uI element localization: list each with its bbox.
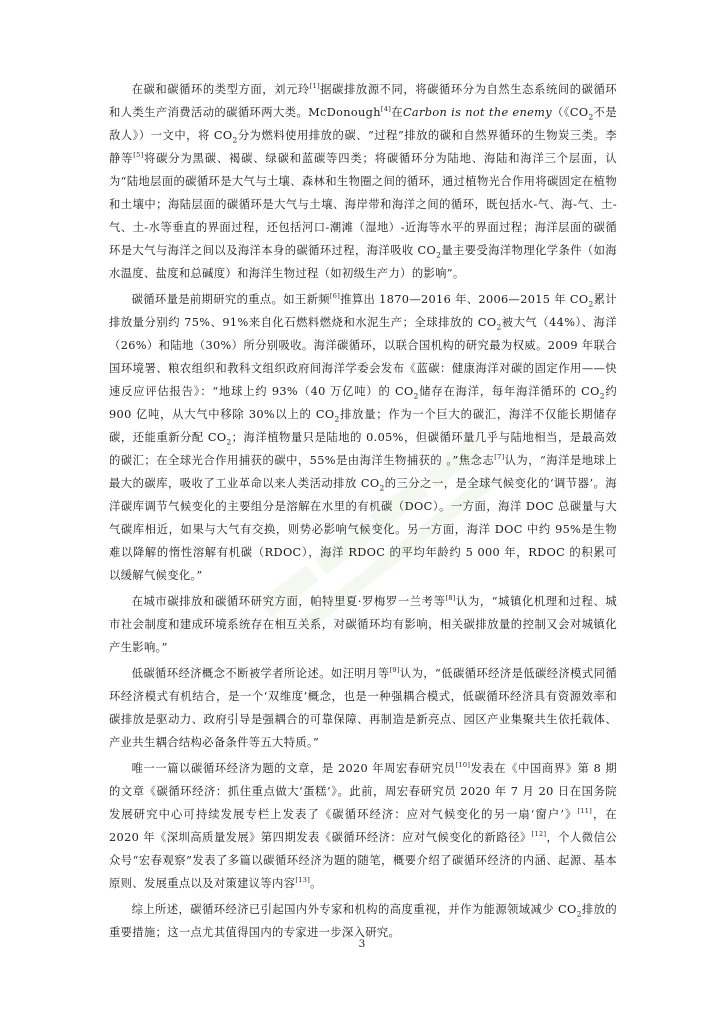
paragraph [109, 288, 617, 587]
text-span: ，在 2020 年《深圳高质量发展》第四期发表《碳循环经济：应对气候变化的新路径》 [109, 808, 617, 844]
text-span: 推算出 1870—2016 年、2006—2015 年 CO [340, 293, 589, 306]
subscript: 2 [599, 391, 605, 401]
text-span: （《CO [551, 106, 589, 119]
citation-ref: [13] [295, 876, 311, 885]
citation-ref: [6] [329, 292, 341, 301]
page-number: 3 [358, 938, 366, 950]
citation-ref: [8] [445, 594, 456, 603]
subscript: 2 [588, 299, 594, 309]
body-text [109, 78, 617, 947]
text-span: 在碳和碳循环的类型方面，刘元玲 [131, 83, 310, 96]
subscript: 2 [334, 414, 340, 424]
citation-ref: [4] [380, 105, 392, 114]
subscript: 2 [496, 322, 502, 332]
citation-ref: [5] [133, 151, 144, 160]
subscript: 2 [588, 112, 594, 122]
subscript: 2 [379, 483, 385, 493]
paragraph [109, 757, 617, 895]
paragraph [109, 662, 617, 754]
text-span: 排放的重要措施；这一点尤其值得国内的专家进一步深入研究。 [109, 903, 617, 939]
citation-ref: [10] [455, 761, 471, 770]
subscript: 2 [413, 391, 419, 401]
citation-ref: [12] [531, 830, 547, 839]
text-span: 低碳循环经济概念不断被学者所论述。如汪明月等 [131, 667, 390, 680]
subscript: 2 [226, 437, 232, 447]
text-span: 排放量；作为一个巨大的碳汇，海洋不仅能长期储存碳，还能重新分配 CO [109, 408, 617, 444]
paragraph [109, 78, 617, 285]
text-span: 不是敌人》）一文中，将 CO [109, 106, 617, 142]
paragraph [109, 590, 617, 659]
text-span: 约 900 亿吨，从大气中移除 30%以上的 CO [109, 385, 617, 421]
subscript: 2 [576, 909, 582, 919]
text-span: 储存在海洋，每年海洋循环的 CO [418, 385, 600, 398]
citation-ref: [7] [494, 453, 505, 462]
subscript: 2 [232, 135, 238, 145]
citation-ref: [11] [577, 807, 593, 816]
text-span: 认为，“低碳循环经济是低碳经济模式同循环经济模式有机结合，是一个‘双维度’概念，也是一种强耦合模式，低碳循环经济具有资源效率和碳排放是驱动力、政府引导是强耦合的可靠保障、再制造是新亮点、园区产业集聚共生依托载体、产业共生耦合结构必备条件等五大特质。” [109, 667, 618, 749]
text-span: 被大气（44%）、海洋（26%）和陆地（30%）所分别吸收。海洋碳循环，以联合国机构的研究最为权威。2009 年联合国环境署、粮农组织和教科文组织政府间海洋学委会发布《蓝碳：健康海洋对碳的固定作用——快速反应评估报告》：“地球上约 93%（40 万亿吨）的 CO [109, 316, 617, 398]
text-span: 唯一一篇以碳循环经济为题的文章，是 2020 年周宏春研究员 [131, 762, 456, 775]
text-span: 将碳分为黑碳、褐碳、绿碳和蓝碳等四类；将碳循环分为陆地、海陆和海洋三个层面，认为“陆地层面的碳循环是大气与土壤、森林和生物圈之间的循环，通过植物光合作用将碳固定在植物和土壤中；海陆层面的碳循环是大气与土壤、海岸带和海洋之间的循环，既包括水-气、海-气、土-气、土-水等垂直的界面过程，还包括河口-潮滩（湿地）-近海等水平的界面过程；海洋层面的碳循环是大气与海洋之间以及海洋本身的碳循环过程，海洋吸收 CO [109, 152, 617, 257]
text-span: 据碳排放源不同，将碳循环分为自然生态系统间的碳循环和人类生产消费活动的碳循环两大类。McDonough [109, 83, 617, 119]
citation-ref: [1] [309, 82, 321, 91]
text-span: 认为，“城镇化机理和过程、城市社会制度和建成环境系统存在相互关系，对碳循环均有影响，相关碳排放量的控制又会对城镇化产生影响。” [109, 595, 617, 654]
text-span: 。 [310, 877, 322, 890]
subscript: 2 [436, 250, 442, 260]
text-span: 发表在《中国商界》第 8 期的文章《碳循环经济：抓住重点做大‘蛋糕’》。此前，周宏春研究员 2020 年 7 月 20 日在国务院发展研究中心可持续发展专栏上发表了《碳循环经济：应对气候变化的另一扇‘窗户’》 [109, 762, 617, 821]
italic-title: Carbon is not the enemy [402, 106, 552, 119]
citation-ref: [9] [389, 666, 400, 675]
text-span: 碳循环量是前期研究的重点。如王新频 [131, 293, 330, 306]
text-span: 量主要受海洋物理化学条件（如海水温度、盐度和总碱度）和海洋生物过程（如初级生产力）的影响”。 [109, 244, 617, 280]
text-span: 分为燃料使用排放的碳、“过程”排放的碳和自然界循环的生物炭三类。李静等 [109, 129, 617, 165]
text-span: 的三分之一，是全球气候变化的‘调节器’。海洋碳库调节气候变化的主要组分是溶解在水里的有机碳（DOC）。一方面，海洋 DOC 总碳量与大气碳库相近，如果与大气有交换，则势必影响气候变化。另一方面，海洋 DOC 中约 95%是生物难以降解的惰性溶解有机碳（RDOC），海洋 RDOC 的平均年龄约 5 000 年，RDOC 的积累可以缓解气候变化。” [109, 477, 617, 582]
text-span: ，个人微信公众号“宏春观察”发表了多篇以碳循环经济为题的随笔，概要介绍了碳循环经济的内涵、起源、基本原则、发展重点以及对策建议等内容 [109, 831, 617, 890]
text-span: 累计排放量分别约 75%、91%来自化石燃料燃烧和水泥生产；全球排放的 CO [109, 293, 618, 329]
text-span: 认为，“海洋是地球上最大的碳库，吸收了工业革命以来人类活动排放 CO [109, 454, 617, 490]
text-span: ；海洋植物量只是陆地的 0.05%，但碳循环量几乎与陆地相当，是最高效的碳汇；在全球光合作用捕获的碳中，55%是由海洋生物捕获的 。”焦念志 [109, 431, 617, 467]
text-span: 在城市碳排放和碳循环研究方面，帕特里夏·罗梅罗一兰考等 [131, 595, 446, 608]
text-span: 在 [391, 106, 403, 119]
text-span: 综上所述，碳循环经济已引起国内外专家和机构的高度重视，并作为能源领域减少 CO [131, 903, 577, 916]
